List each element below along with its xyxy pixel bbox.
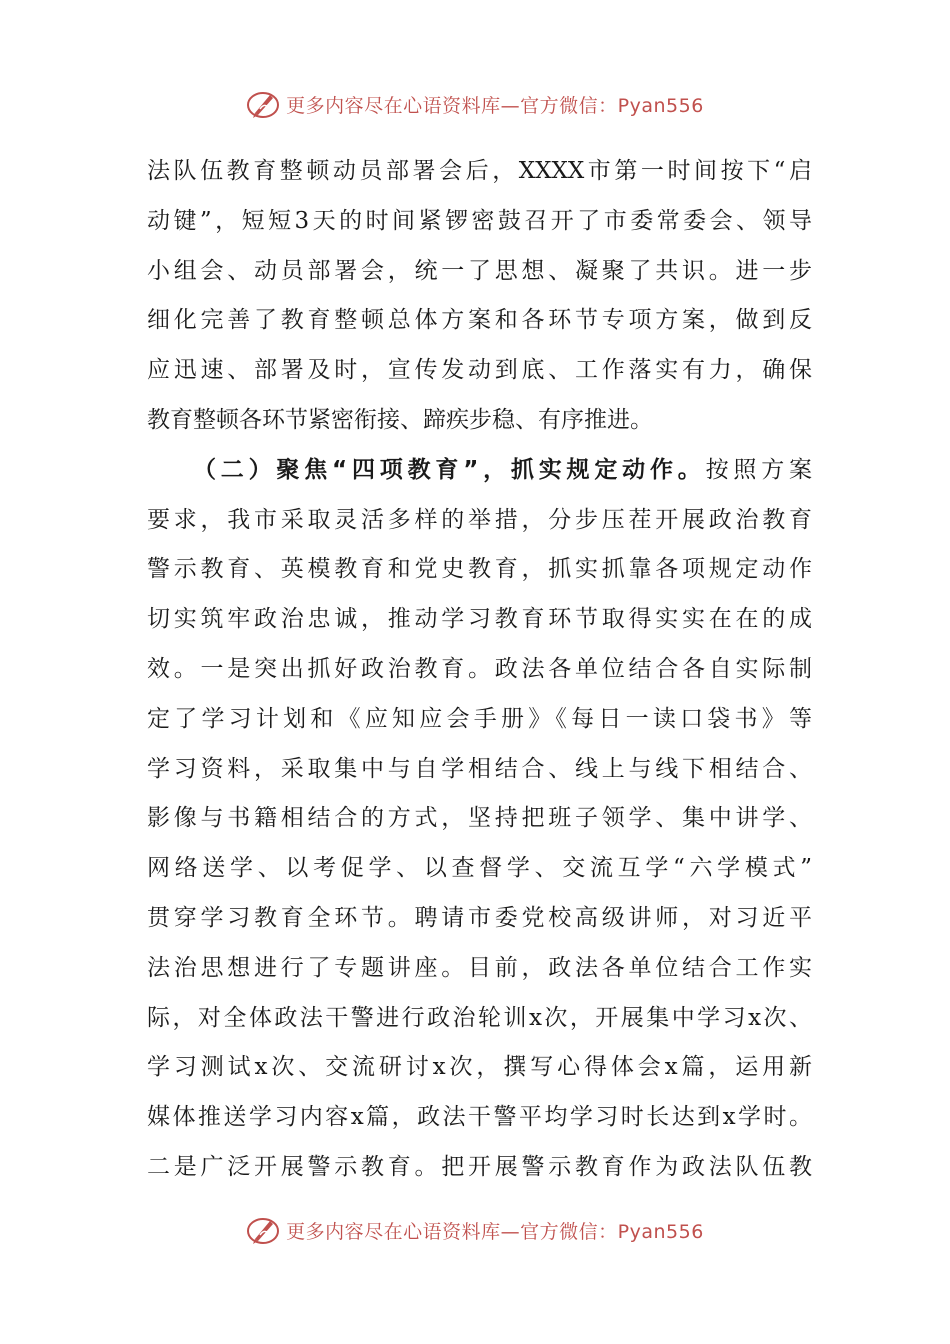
body-line: 细化完善了教育整顿总体方案和各环节专项方案，做到反 [147, 307, 812, 334]
body-line: 效。一是突出抓好政治教育。政法各单位结合各自实际制 [147, 655, 812, 682]
body-line: 定了学习计划和《应知应会手册》《每日一读口袋书》等 [147, 705, 812, 732]
footer-watermark-banner [0, 1210, 950, 1250]
body-line: 际，对全体政法干警进行政治轮训x次，开展集中学习x次、 [147, 1004, 812, 1031]
section-heading: （二）聚焦“四项教育”，抓实规定动作。 [193, 456, 706, 483]
body-line: 学习资料，采取集中与自学相结合、线上与线下相结合、 [147, 755, 812, 782]
heading-continuation: 按照方案 [705, 456, 813, 483]
body-line: 小组会、动员部署会，统一了思想、凝聚了共识。进一步 [147, 257, 812, 284]
body-line: 法治思想进行了专题讲座。目前，政法各单位结合工作实 [147, 954, 812, 981]
pen-writing-icon [246, 1213, 280, 1247]
body-line: 法队伍教育整顿动员部署会后，XXXX市第一时间按下“启 [147, 158, 812, 184]
body-line: 动键”，短短3天的时间紧锣密鼓召开了市委常委会、领导 [147, 207, 812, 234]
body-line: 媒体推送学习内容x篇，政法干警平均学习时长达到x学时。 [147, 1104, 812, 1131]
header-watermark-banner [0, 84, 950, 124]
body-line: 贯穿学习教育全环节。聘请市委党校高级讲师，对习近平 [147, 904, 812, 931]
pen-writing-icon [246, 87, 280, 121]
document-body [147, 147, 812, 1193]
body-line: 警示教育、英模教育和党史教育，抓实抓靠各项规定动作 [147, 556, 812, 583]
watermark-text: 更多内容尽在心语资料库—官方微信：Pyan556 [286, 94, 704, 117]
body-line: 要求，我市采取灵活多样的举措，分步压茬开展政治教育 [147, 506, 812, 533]
body-line: 二是广泛开展警示教育。把开展警示教育作为政法队伍教 [147, 1153, 812, 1180]
body-line: 教育整顿各环节紧密衔接、蹄疾步稳、有序推进。 [147, 406, 653, 433]
watermark-text: 更多内容尽在心语资料库—官方微信：Pyan556 [286, 1220, 704, 1243]
body-line: 应迅速、部署及时，宣传发动到底、工作落实有力，确保 [147, 357, 812, 384]
body-line: 网络送学、以考促学、以查督学、交流互学“六学模式” [147, 855, 812, 882]
body-line: 影像与书籍相结合的方式，坚持把班子领学、集中讲学、 [147, 805, 812, 832]
section-heading-line [147, 446, 812, 496]
body-line: 学习测试x次、交流研讨x次，撰写心得体会x篇，运用新 [147, 1054, 812, 1081]
body-line: 切实筑牢政治忠诚，推动学习教育环节取得实实在在的成 [147, 606, 812, 633]
